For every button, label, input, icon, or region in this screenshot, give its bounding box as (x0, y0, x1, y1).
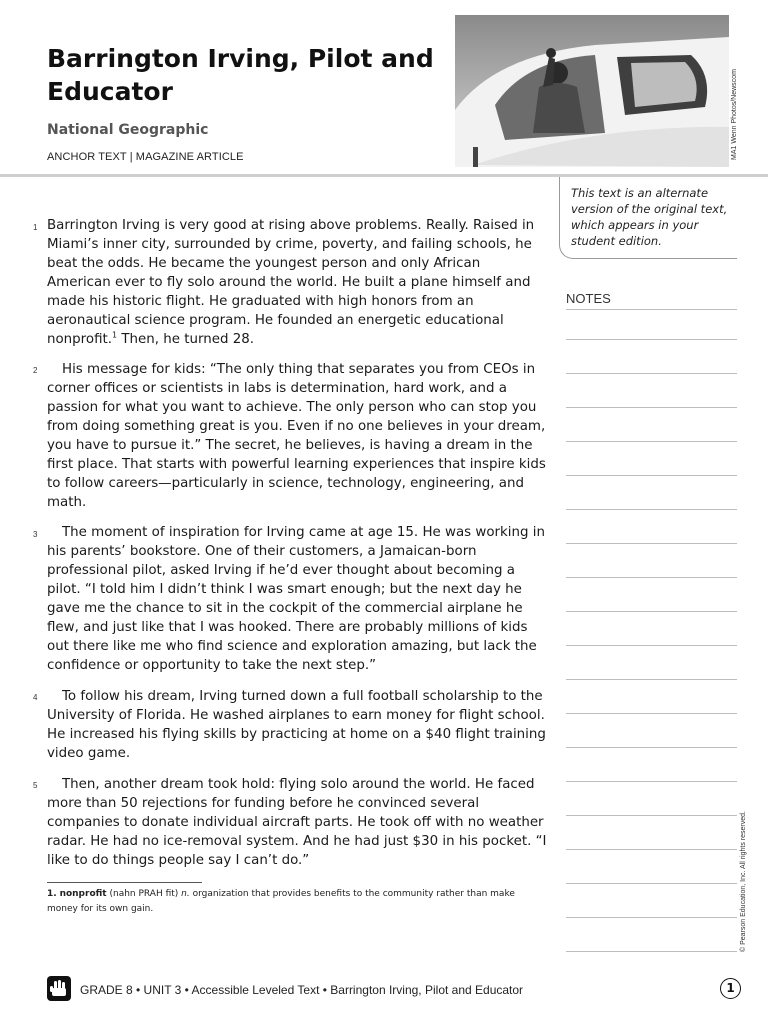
hand-stack-logo-icon (47, 976, 71, 1001)
note-line (566, 577, 737, 578)
note-line (566, 509, 737, 510)
note-line (566, 339, 737, 340)
note-line (566, 951, 737, 952)
photo-credit: MA1 Wenn Photos/Newscom (731, 69, 738, 160)
paragraph-2 (47, 360, 547, 512)
alternate-version-note: This text is an alternate version of the original text, which appears in your student edition. (559, 177, 737, 259)
pilot-photo (455, 15, 729, 167)
page-title: Barrington Irving, Pilot and Educator (47, 44, 434, 106)
copyright-notice: © Pearson Education, Inc. All rights reserved. (740, 811, 747, 952)
footnote-divider (47, 882, 202, 883)
paragraph-1-end: Then, he turned 28. (117, 332, 255, 347)
paragraph-3-text: The moment of inspiration for Irving came at age 15. He was working in his parents’ bookstore. One of their customers, a Jamaican-born professional pilot, asked Irving if he’d ever thought about becoming a pilot. “I told him I didn’t think I was smart enough; but the next day he gave me the chance to sit in the cockpit of the commercial airplane he flew, and just like that I was hooked. There are probably millions of kids out there like me who find science and exploration amazing, but lack the confidence or opportunity to take the next step.” (47, 525, 545, 673)
note-line (566, 747, 737, 748)
note-line (566, 407, 737, 408)
footnote-part-of-speech: n. (181, 889, 190, 899)
paragraph-4 (47, 687, 547, 763)
note-line (566, 309, 737, 310)
note-line (566, 713, 737, 714)
note-line (566, 611, 737, 612)
paragraph-4-text: To follow his dream, Irving turned down a full football scholarship to the University of Florida. He washed airplanes to earn money for flight school. He increased his flying skills by practicing at home on a $40 flight training video game. (47, 689, 546, 761)
paragraph-5-text: Then, another dream took hold: flying solo around the world. He faced more than 50 rejections for funding before he convinced several companies to donate individual aircraft parts. He took off with no weather radar. He had no ice-removal system. And he had just $30 in his pocket. “I like to do things people say I can’t do.” (47, 777, 547, 868)
notes-label: NOTES (566, 291, 611, 306)
note-line (566, 781, 737, 782)
paragraph-number: 5 (33, 781, 38, 790)
note-line (566, 441, 737, 442)
source-name: National Geographic (47, 122, 209, 138)
footer-text: GRADE 8 • UNIT 3 • Accessible Leveled Text • Barrington Irving, Pilot and Educator (80, 983, 524, 997)
footnote-number: 1. (47, 889, 57, 899)
paragraph-2-text: His message for kids: “The only thing that separates you from CEOs in corner offices or scientists in labs is determination, hard work, and a passion for what you want to achieve. The only person who can stop you from doing something great is you. Even if no one believes in your dream, you have to pursue it.” The secret, he believes, is having a dream in the first place. That starts with powerful learning experiences that inspire kids to follow careers—particularly in science, technology, engineering, and math. (47, 362, 546, 510)
footnote-term: nonprofit (59, 889, 107, 899)
note-line (566, 475, 737, 476)
page-number: 1 (720, 978, 741, 999)
paragraph-number: 4 (33, 693, 38, 702)
paragraph-1 (47, 216, 547, 349)
footnote (47, 887, 517, 917)
note-line (566, 373, 737, 374)
paragraph-3 (47, 523, 547, 675)
footnote-pronunciation: (nahn PRAH fit) (109, 889, 179, 899)
paragraph-number: 2 (33, 366, 38, 375)
paragraph-number: 1 (33, 223, 38, 232)
paragraph-number: 3 (33, 530, 38, 539)
paragraph-1-text: Barrington Irving is very good at rising above problems. Really. Raised in Miami’s inner city, surrounded by crime, poverty, and failing schools, he beat the odds. He became the youngest person and only African American ever to fly solo around the world. He built a plane himself and made his historic flight. He graduated with high honors from an aeronautical science program. He founded an energetic educational nonprofit. (47, 218, 535, 347)
note-line (566, 543, 737, 544)
note-line (566, 815, 737, 816)
paragraph-5 (47, 775, 547, 870)
text-type-label: ANCHOR TEXT | MAGAZINE ARTICLE (47, 151, 244, 163)
note-line (566, 849, 737, 850)
footnote-ref: 1 (112, 330, 118, 340)
note-line (566, 645, 737, 646)
note-line (566, 883, 737, 884)
note-line (566, 679, 737, 680)
footnote-definition: organization that provides benefits to the community rather than make money for its own gain. (47, 889, 515, 914)
note-line (566, 917, 737, 918)
